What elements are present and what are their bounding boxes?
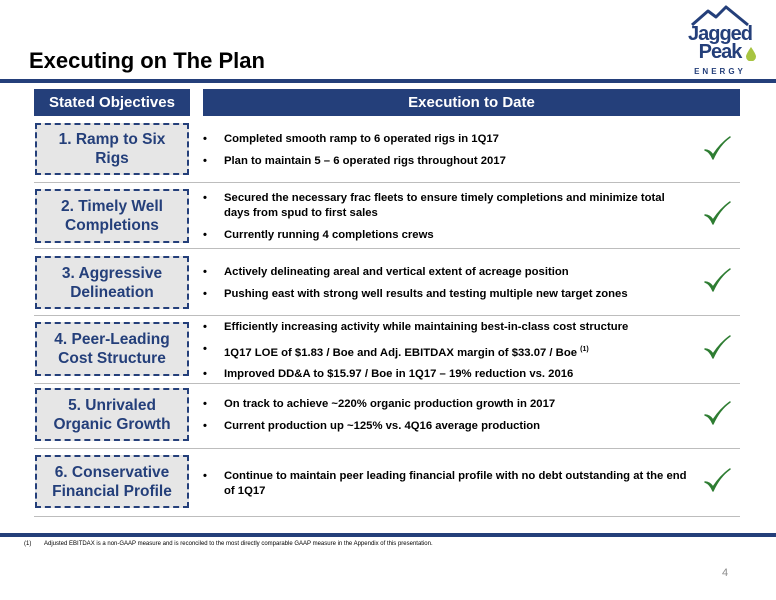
bullet-text bbox=[224, 419, 540, 434]
bullet-item bbox=[203, 154, 693, 169]
objective-box bbox=[35, 189, 189, 243]
bullet-dot: • bbox=[203, 132, 207, 145]
bullet-text bbox=[224, 228, 434, 243]
bullet-text-content: Current production up ~125% vs. 4Q16 average production bbox=[224, 419, 541, 432]
bullet-dot: • bbox=[203, 320, 207, 333]
bullet-text-content: Improved DD&A to $15.97 / Boe in 1Q17 – 19% reduction vs. 2016 bbox=[224, 368, 574, 381]
footer-divider bbox=[0, 533, 776, 537]
row-divider bbox=[34, 383, 740, 384]
bullet-item bbox=[203, 287, 693, 302]
bullet-text bbox=[224, 265, 569, 280]
objective-label: 2. Timely Well bbox=[61, 198, 163, 215]
objective-label: Organic Growth bbox=[53, 415, 171, 433]
objective-label: Delineation bbox=[70, 283, 154, 301]
check-icon bbox=[702, 333, 732, 363]
objective-box bbox=[35, 388, 189, 441]
bullet-text bbox=[224, 397, 555, 412]
bullet-text bbox=[224, 132, 499, 147]
bullet-dot: • bbox=[203, 397, 207, 410]
execution-bullets bbox=[203, 318, 693, 384]
bullet-dot: • bbox=[203, 419, 207, 432]
check-icon bbox=[702, 266, 732, 296]
bullet-text-content: Currently running 4 completions crews bbox=[224, 229, 434, 241]
bullet-item bbox=[203, 228, 693, 243]
objective-label: Financial Profile bbox=[52, 482, 172, 500]
objective-box bbox=[35, 455, 189, 508]
bullet-item bbox=[203, 265, 693, 280]
bullet-text bbox=[224, 367, 573, 382]
check-icon bbox=[702, 199, 732, 229]
execution-bullets bbox=[203, 186, 693, 248]
check-icon bbox=[702, 134, 732, 164]
title-divider bbox=[0, 79, 776, 83]
bullet-dot: • bbox=[203, 192, 207, 204]
logo-word-2: Peak bbox=[698, 41, 742, 63]
bullet-item bbox=[203, 367, 693, 382]
bullet-dot: • bbox=[203, 265, 207, 278]
bullet-item bbox=[203, 320, 693, 335]
bullet-text-content: Efficiently increasing activity while maintaining best-in-class cost structure bbox=[224, 320, 629, 333]
bullet-text bbox=[224, 287, 628, 302]
objective-label: 3. Aggressive bbox=[61, 264, 163, 282]
objective-label: Completions bbox=[65, 217, 159, 234]
bullet-text bbox=[224, 320, 628, 335]
bullet-text bbox=[224, 191, 693, 221]
row-divider bbox=[34, 315, 740, 316]
objective-label: 6. Conservative bbox=[54, 463, 170, 481]
bullet-item bbox=[203, 469, 693, 499]
page-number: 4 bbox=[722, 567, 729, 579]
bullet-text-content: Plan to maintain 5 – 6 operated rigs throughout 2017 bbox=[224, 154, 506, 167]
row-divider bbox=[34, 248, 740, 249]
execution-bullets bbox=[203, 255, 693, 311]
bullet-text bbox=[224, 342, 589, 361]
page-title: Executing on The Plan bbox=[29, 48, 265, 73]
bullet-item bbox=[203, 397, 693, 412]
row-divider bbox=[34, 182, 740, 183]
objective-box bbox=[35, 322, 189, 376]
objective-label: 1. Ramp to Six bbox=[58, 131, 166, 148]
check-icon bbox=[702, 399, 732, 429]
objective-label: Cost Structure bbox=[58, 350, 166, 367]
bullet-text-content: Completed smooth ramp to 6 operated rigs in 1Q17 bbox=[224, 132, 499, 145]
bullet-text-content: Pushing east with strong well results and testing multiple new target zones bbox=[224, 287, 628, 300]
footnote-marker: (1) bbox=[24, 541, 32, 547]
company-logo bbox=[680, 5, 760, 77]
objective-box bbox=[35, 256, 189, 309]
check-icon bbox=[702, 466, 732, 496]
objective-box bbox=[35, 123, 189, 175]
drop-icon bbox=[746, 47, 756, 61]
bullet-dot: • bbox=[203, 287, 207, 300]
row-divider bbox=[34, 448, 740, 449]
execution-bullets bbox=[203, 456, 693, 512]
bullet-text-content: 1Q17 LOE of $1.83 / Boe and Adj. EBITDAX margin of $33.07 / Boe bbox=[224, 346, 578, 359]
execution-bullets bbox=[203, 389, 693, 441]
bullet-dot: • bbox=[203, 470, 207, 482]
bullet-dot: • bbox=[203, 368, 207, 381]
objective-label: Rigs bbox=[95, 150, 129, 167]
bullet-item bbox=[203, 132, 693, 147]
bullet-dot: • bbox=[203, 229, 207, 241]
objective-label: 5. Unrivaled bbox=[68, 396, 156, 414]
bullet-text-content: Secured the necessary frac fleets to ensure timely completions and minimize total days from spud to first sales bbox=[224, 192, 665, 219]
footnote-reference: (1) bbox=[580, 345, 589, 353]
bullet-text bbox=[224, 154, 506, 169]
objective-label: 4. Peer-Leading bbox=[54, 331, 170, 348]
bullet-dot: • bbox=[203, 154, 207, 167]
bullet-text-content: On track to achieve ~220% organic production growth in 2017 bbox=[224, 397, 556, 410]
logo-word-1: Jagged bbox=[687, 23, 753, 45]
bullet-text bbox=[224, 469, 693, 499]
header-execution-to-date: Execution to Date bbox=[203, 89, 740, 116]
bullet-dot: • bbox=[203, 342, 207, 355]
bullet-text-content: Actively delineating areal and vertical extent of acreage position bbox=[224, 265, 569, 278]
bullet-text-content: Continue to maintain peer leading financial profile with no debt outstanding at the end of 1Q17 bbox=[224, 470, 687, 497]
bullet-item bbox=[203, 419, 693, 434]
footnote-text: Adjusted EBITDAX is a non-GAAP measure and is reconciled to the most directly comparable GAAP measure in the Appendix of this presentation. bbox=[44, 541, 433, 547]
bullet-item bbox=[203, 191, 693, 221]
execution-bullets bbox=[203, 123, 693, 177]
header-stated-objectives: Stated Objectives bbox=[34, 89, 190, 116]
row-divider bbox=[34, 516, 740, 517]
bullet-item bbox=[203, 342, 693, 361]
logo-word-3: ENERGY bbox=[694, 67, 746, 76]
